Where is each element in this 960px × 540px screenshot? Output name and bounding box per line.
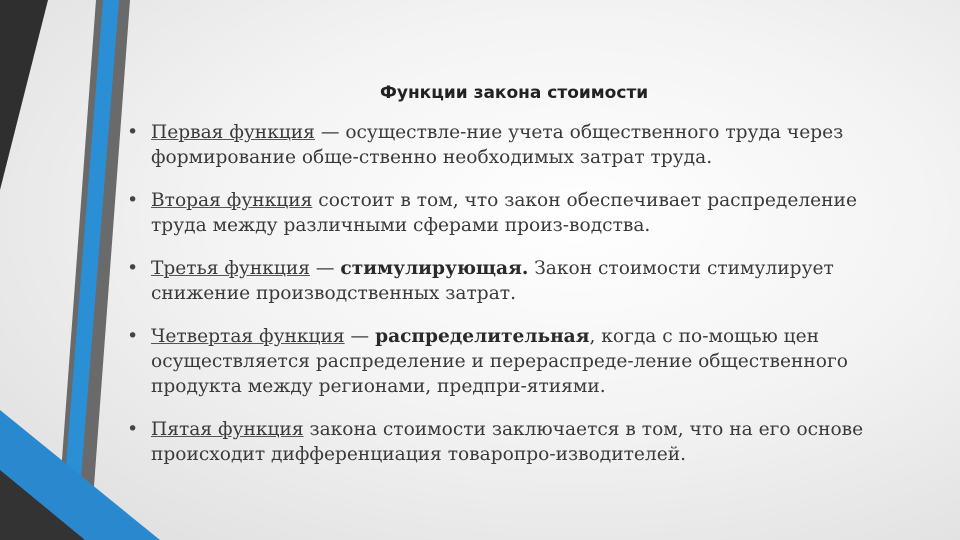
function-text: — осуществле-ние учета общественного труда через формирование обще-ственно необходимых затрат труда. (151, 122, 844, 168)
function-text: , когда с по-мощью цен осуществляется распределение и перераспреде-ление общественного продукта между регионами, предпри-ятиями. (151, 326, 848, 397)
function-bold: стимулирующая. (340, 258, 529, 279)
function-text: закона стоимости заключается в том, что на его основе происходит дифференциация товаропро-изводителей. (151, 419, 864, 465)
dark-stripe (0, 0, 48, 190)
list-item (120, 120, 900, 170)
function-term: Четвертая функция (151, 326, 345, 347)
function-term: Вторая функция (151, 190, 313, 211)
bullet-icon: • (127, 325, 139, 347)
bullet-icon: • (127, 121, 139, 143)
bullet-icon: • (127, 189, 139, 211)
function-dash: — (344, 326, 376, 347)
list-item (120, 188, 900, 238)
function-text: состоит в том, что закон обеспечивает распределение труда между различными сферами произ-водства. (151, 190, 857, 236)
function-bold: распределительная (375, 326, 590, 347)
function-dash: — (309, 258, 341, 279)
list-item (120, 417, 900, 467)
function-term: Первая функция (151, 122, 315, 143)
bullet-icon: • (127, 418, 139, 440)
function-list (120, 120, 900, 485)
list-item (120, 324, 900, 399)
function-term: Третья функция (151, 258, 310, 279)
list-item (120, 256, 900, 306)
bullet-icon: • (127, 257, 139, 279)
function-term: Пятая функция (151, 419, 304, 440)
slide-title: Функции закона стоимости (380, 83, 649, 103)
function-text: Закон стоимости стимулирует снижение производственных затрат. (151, 258, 834, 304)
